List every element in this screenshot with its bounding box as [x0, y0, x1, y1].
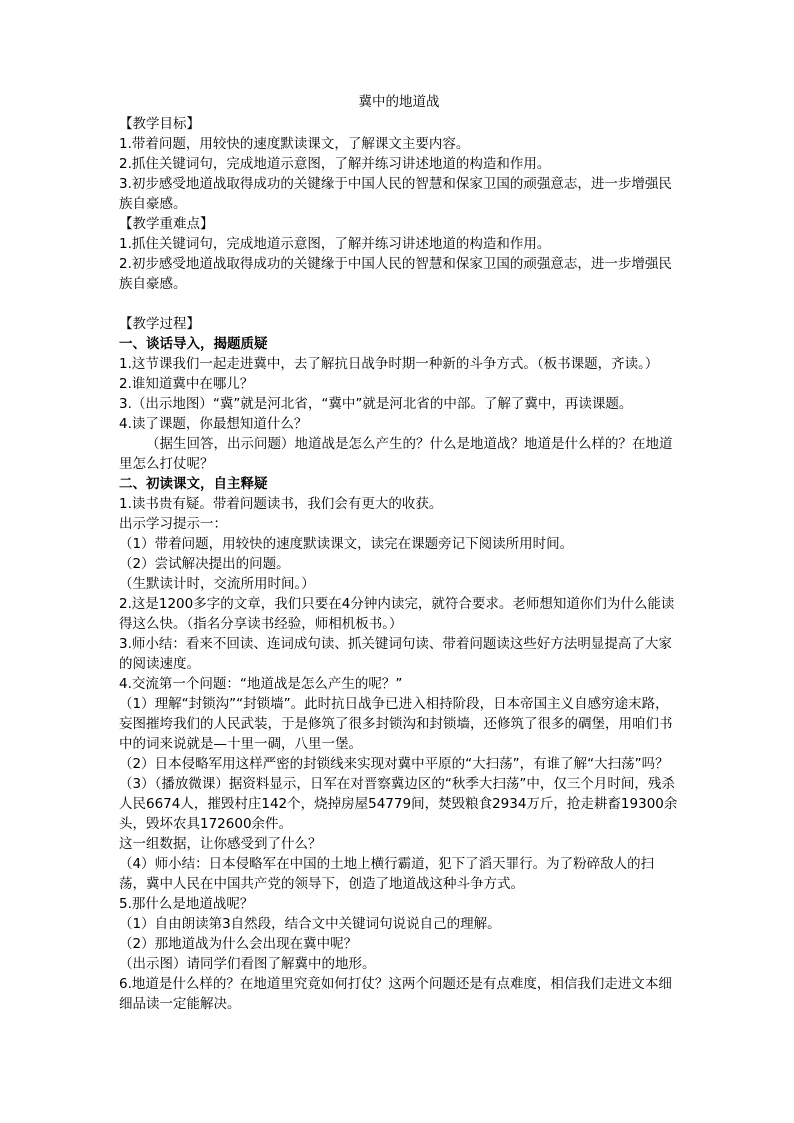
paragraph: 3.师小结：看来不回读、连词成句读、抓关键词句读、带着问题读这些好方法明显提高了大家的阅读速度。	[119, 636, 672, 672]
paragraph: （2）尝试解决提出的问题。	[119, 556, 290, 572]
section-heading: 一、谈话导入，揭题质疑	[119, 336, 268, 352]
document-title: 冀中的地道战	[358, 94, 440, 110]
blank-line	[119, 294, 679, 314]
paragraph: 1.这节课我们一起走进冀中，去了解抗日战争时期一种新的斗争方式。（板书课题，齐读。）	[119, 356, 659, 372]
paragraph: 出示学习提示一：	[119, 516, 227, 532]
document-body	[119, 114, 679, 1014]
paragraph: 2.这是1200多字的文章，我们只要在4分钟内读完，就符合要求。老师想知道你们为什么能读得这么快。（指名分享读书经验，师相机板书。）	[119, 596, 675, 632]
paragraph: （2）那地道战为什么会出现在冀中呢？	[119, 936, 358, 952]
paragraph: 1.读书贵有疑。带着问题读书，我们会有更大的收获。	[119, 496, 443, 512]
paragraph: 4.读了课题，你最想知道什么？	[119, 416, 308, 432]
paragraph: 6.地道是什么样的？在地道里究竟如何打仗？这两个问题还是有点难度，相信我们走进文本细细品读一定能解决。	[119, 976, 672, 1012]
lesson-plan-page	[119, 92, 679, 1014]
paragraph: 3.初步感受地道战取得成功的关键缘于中国人民的智慧和保家卫国的顽强意志，进一步增强民族自豪感。	[119, 176, 672, 212]
paragraph: （出示图）请同学们看图了解冀中的地形。	[119, 956, 376, 972]
indented-paragraph: （据生回答，出示问题）地道战是怎么产生的？什么是地道战？地道是什么样的？在地道里怎么打仗呢？	[119, 436, 673, 472]
section-heading: 二、初读课文，自主释疑	[119, 476, 268, 492]
paragraph: 【教学重难点】	[119, 216, 214, 232]
paragraph: 2.谁知道冀中在哪儿？	[119, 376, 254, 392]
paragraph: （生默读计时，交流所用时间。）	[119, 576, 315, 592]
paragraph: 1.带着问题，用较快的速度默读课文，了解课文主要内容。	[119, 136, 470, 152]
paragraph: 2.初步感受地道战取得成功的关键缘于中国人民的智慧和保家卫国的顽强意志，进一步增强民族自豪感。	[119, 256, 672, 292]
paragraph: 2.抓住关键词句，完成地道示意图，了解并练习讲述地道的构造和作用。	[119, 156, 551, 172]
paragraph: 【教学过程】	[119, 316, 200, 332]
paragraph: 这一组数据，让你感受到了什么？	[119, 836, 322, 852]
paragraph: （1）自由朗读第3自然段，结合文中关键词句说说自己的理解。	[119, 916, 501, 932]
paragraph: 【教学目标】	[119, 116, 200, 132]
paragraph: （1）带着问题，用较快的速度默读课文，读完在课题旁记下阅读所用时间。	[119, 536, 574, 552]
paragraph: 4.交流第一个问题：“地道战是怎么产生的呢？”	[119, 676, 403, 692]
paragraph: 1.抓住关键词句，完成地道示意图，了解并练习讲述地道的构造和作用。	[119, 236, 551, 252]
paragraph: （2）日本侵略军用这样严密的封锁线来实现对冀中平原的“大扫荡”，有谁了解“大扫荡”吗？	[119, 756, 669, 772]
paragraph: 5.那什么是地道战呢？	[119, 896, 254, 912]
paragraph: （3）（播放微课）据资料显示，日军在对晋察冀边区的“秋季大扫荡”中，仅三个月时间，残杀人民6674人，摧毁村庄142个，烧掉房屋54779间，焚毁粮食2934万斤，抢走耕畜19300余头，毁坏农具172600余件。	[119, 776, 678, 832]
paragraph: 3.（出示地图）“冀”就是河北省，“冀中”就是河北省的中部。了解了冀中，再读课题。	[119, 396, 633, 412]
paragraph: （4）师小结：日本侵略军在中国的土地上横行霸道，犯下了滔天罪行。为了粉碎敌人的扫荡，冀中人民在中国共产党的领导下，创造了地道战这种斗争方式。	[119, 856, 655, 892]
paragraph: （1）理解“封锁沟”“封锁墙”。此时抗日战争已进入相持阶段，日本帝国主义自感穷途末路，妄图摧垮我们的人民武装，于是修筑了很多封锁沟和封锁墙，还修筑了很多的碉堡，用咱们书中的词来说就是—十里一碉，八里一堡。	[119, 696, 673, 752]
